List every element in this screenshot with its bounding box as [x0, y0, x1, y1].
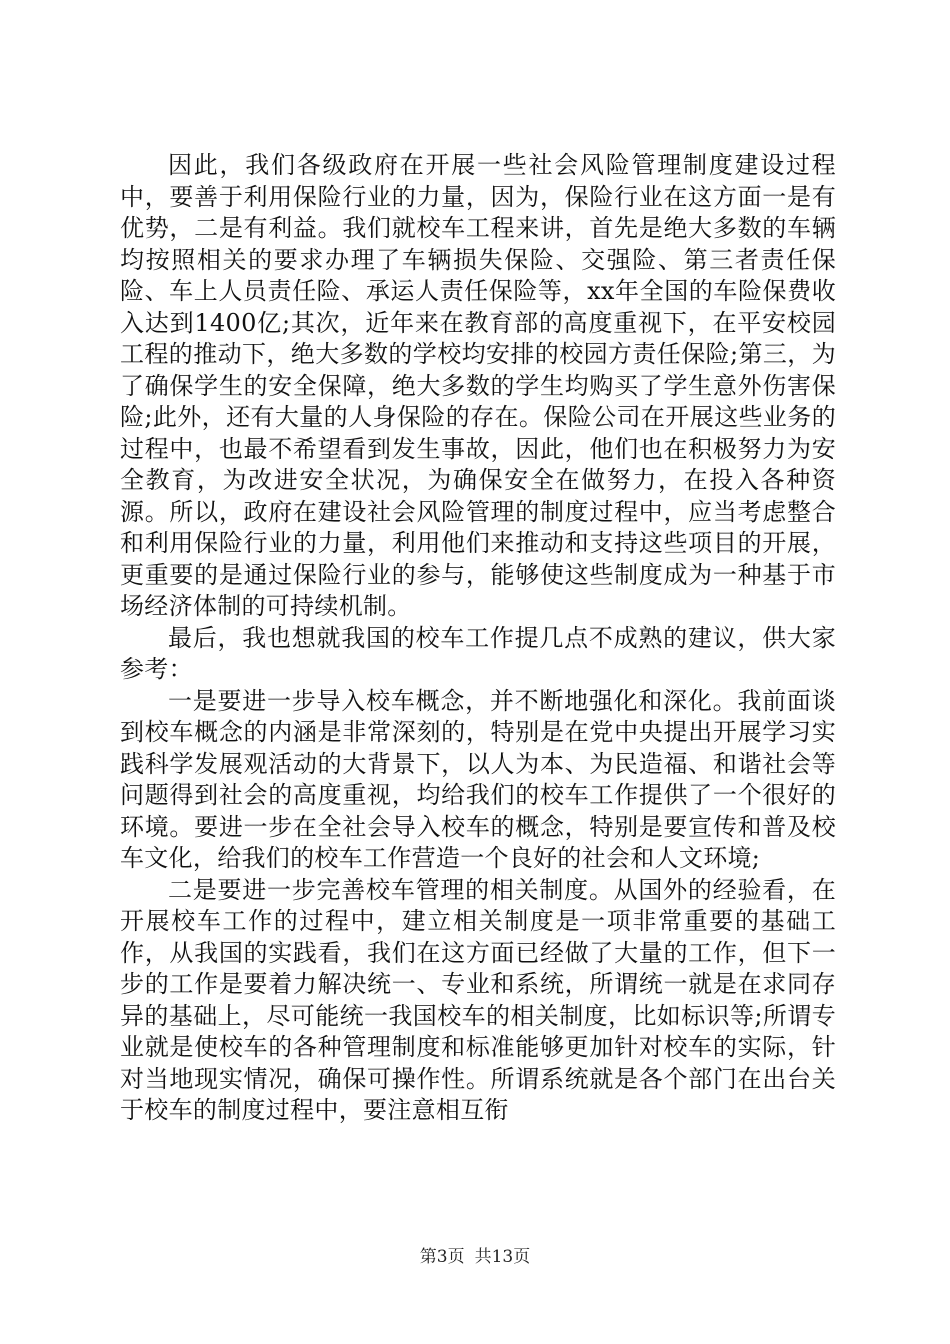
paragraph-insurance: 因此，我们各级政府在开展一些社会风险管理制度建设过程中，要善于利用保险行业的力量，因为，保险行业在这方面一是有优势，二是有利益。我们就校车工程来讲，首先是绝大多数的车辆均按照相关的要求办理了车辆损失保险、交强险、第三者责任保险、车上人员责任险、承运人责任保险等，xx年全国的车险保费收入达到1400亿;其次，近年来在教育部的高度重视下，在平安校园工程的推动下，绝大多数的学校均安排的校园方责任保险;第三，为了确保学生的安全保障，绝大多数的学生均购买了学生意外伤害保险;此外，还有大量的人身保险的存在。保险公司在开展这些业务的过程中，也最不希望看到发生事故，因此，他们也在积极努力为安全教育，为改进安全状况，为确保安全在做努力，在投入各种资源。所以，政府在建设社会风险管理的制度过程中，应当考虑整合和利用保险行业的力量，利用他们来推动和支持这些项目的开展，更重要的是通过保险行业的参与，能够使这些制度成为一种基于市场经济体制的可持续机制。 — [120, 151, 836, 620]
paragraph-suggestion-one: 一是要进一步导入校车概念，并不断地强化和深化。我前面谈到校车概念的内涵是非常深刻的，特别是在党中央提出开展学习实践科学发展观活动的大背景下，以人为本、为民造福、和谐社会等问题得到社会的高度重视，均给我们的校车工作提供了一个很好的环境。要进一步在全社会导入校车的概念，特别是要宣传和普及校车文化，给我们的校车工作营造一个良好的社会和人文环境; — [120, 686, 836, 872]
page-number: 第3页 — [419, 1247, 465, 1267]
paragraph-suggestion-two: 二是要进一步完善校车管理的相关制度。从国外的经验看，在开展校车工作的过程中，建立相关制度是一项非常重要的基础工作，从我国的实践看，我们在这方面已经做了大量的工作，但下一步的工作是要着力解决统一、专业和系统，所谓统一就是在求同存异的基础上，尽可能统一我国校车的相关制度，比如标识等;所谓专业就是使校车的各种管理制度和标准能够更加针对校车的实际，针对当地现实情况，确保可操作性。所谓系统就是各个部门在出台关于校车的制度过程中，要注意相互衔 — [120, 875, 836, 1124]
document-body — [120, 150, 836, 1127]
page-footer — [0, 1246, 950, 1268]
paragraph-suggestions-intro: 最后，我也想就我国的校车工作提几点不成熟的建议，供大家参考： — [120, 623, 836, 683]
page-total: 共13页 — [474, 1247, 531, 1267]
